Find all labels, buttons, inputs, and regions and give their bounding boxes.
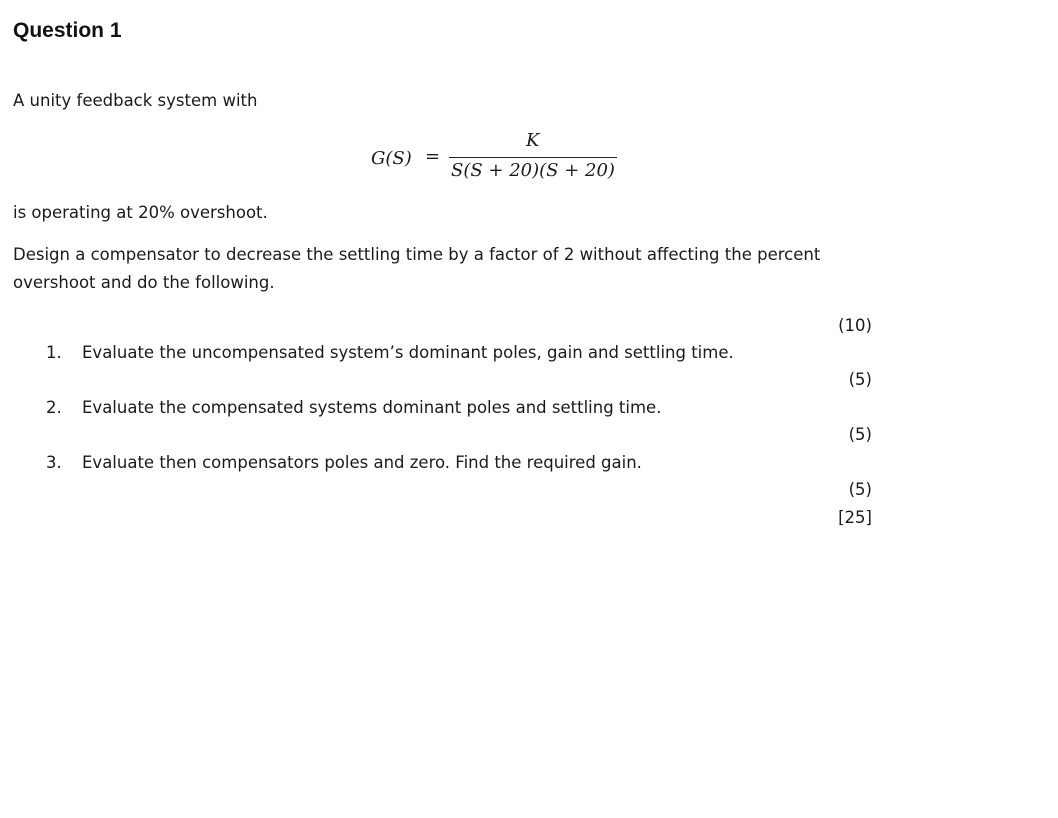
marks-q1: (10) xyxy=(838,316,872,335)
marks-q1-item: (5) xyxy=(848,370,872,389)
intro-text: A unity feedback system with xyxy=(13,91,258,110)
equation-equals: = xyxy=(425,146,441,167)
item-number: 3. xyxy=(46,453,62,472)
equation-denominator: S(S + 20)(S + 20) xyxy=(451,160,615,181)
item-number: 2. xyxy=(46,398,62,417)
marks-total: [25] xyxy=(838,508,872,527)
design-text-line2: overshoot and do the following. xyxy=(13,273,275,292)
marks-q2-item: (5) xyxy=(848,425,872,444)
equation-lhs: G(S) xyxy=(371,148,412,169)
marks-q3-item: (5) xyxy=(848,480,872,499)
equation-numerator: K xyxy=(526,130,540,151)
question-title: Question 1 xyxy=(13,19,122,42)
operating-text: is operating at 20% overshoot. xyxy=(13,203,268,222)
fraction-bar xyxy=(449,157,617,158)
design-text-line1: Design a compensator to decrease the settling time by a factor of 2 without affecting the percent xyxy=(13,245,821,264)
item-text: Evaluate the compensated systems dominant poles and settling time. xyxy=(82,398,662,417)
item-text: Evaluate the uncompensated system’s dominant poles, gain and settling time. xyxy=(82,343,734,362)
item-number: 1. xyxy=(46,343,62,362)
item-text: Evaluate then compensators poles and zero. Find the required gain. xyxy=(82,453,642,472)
